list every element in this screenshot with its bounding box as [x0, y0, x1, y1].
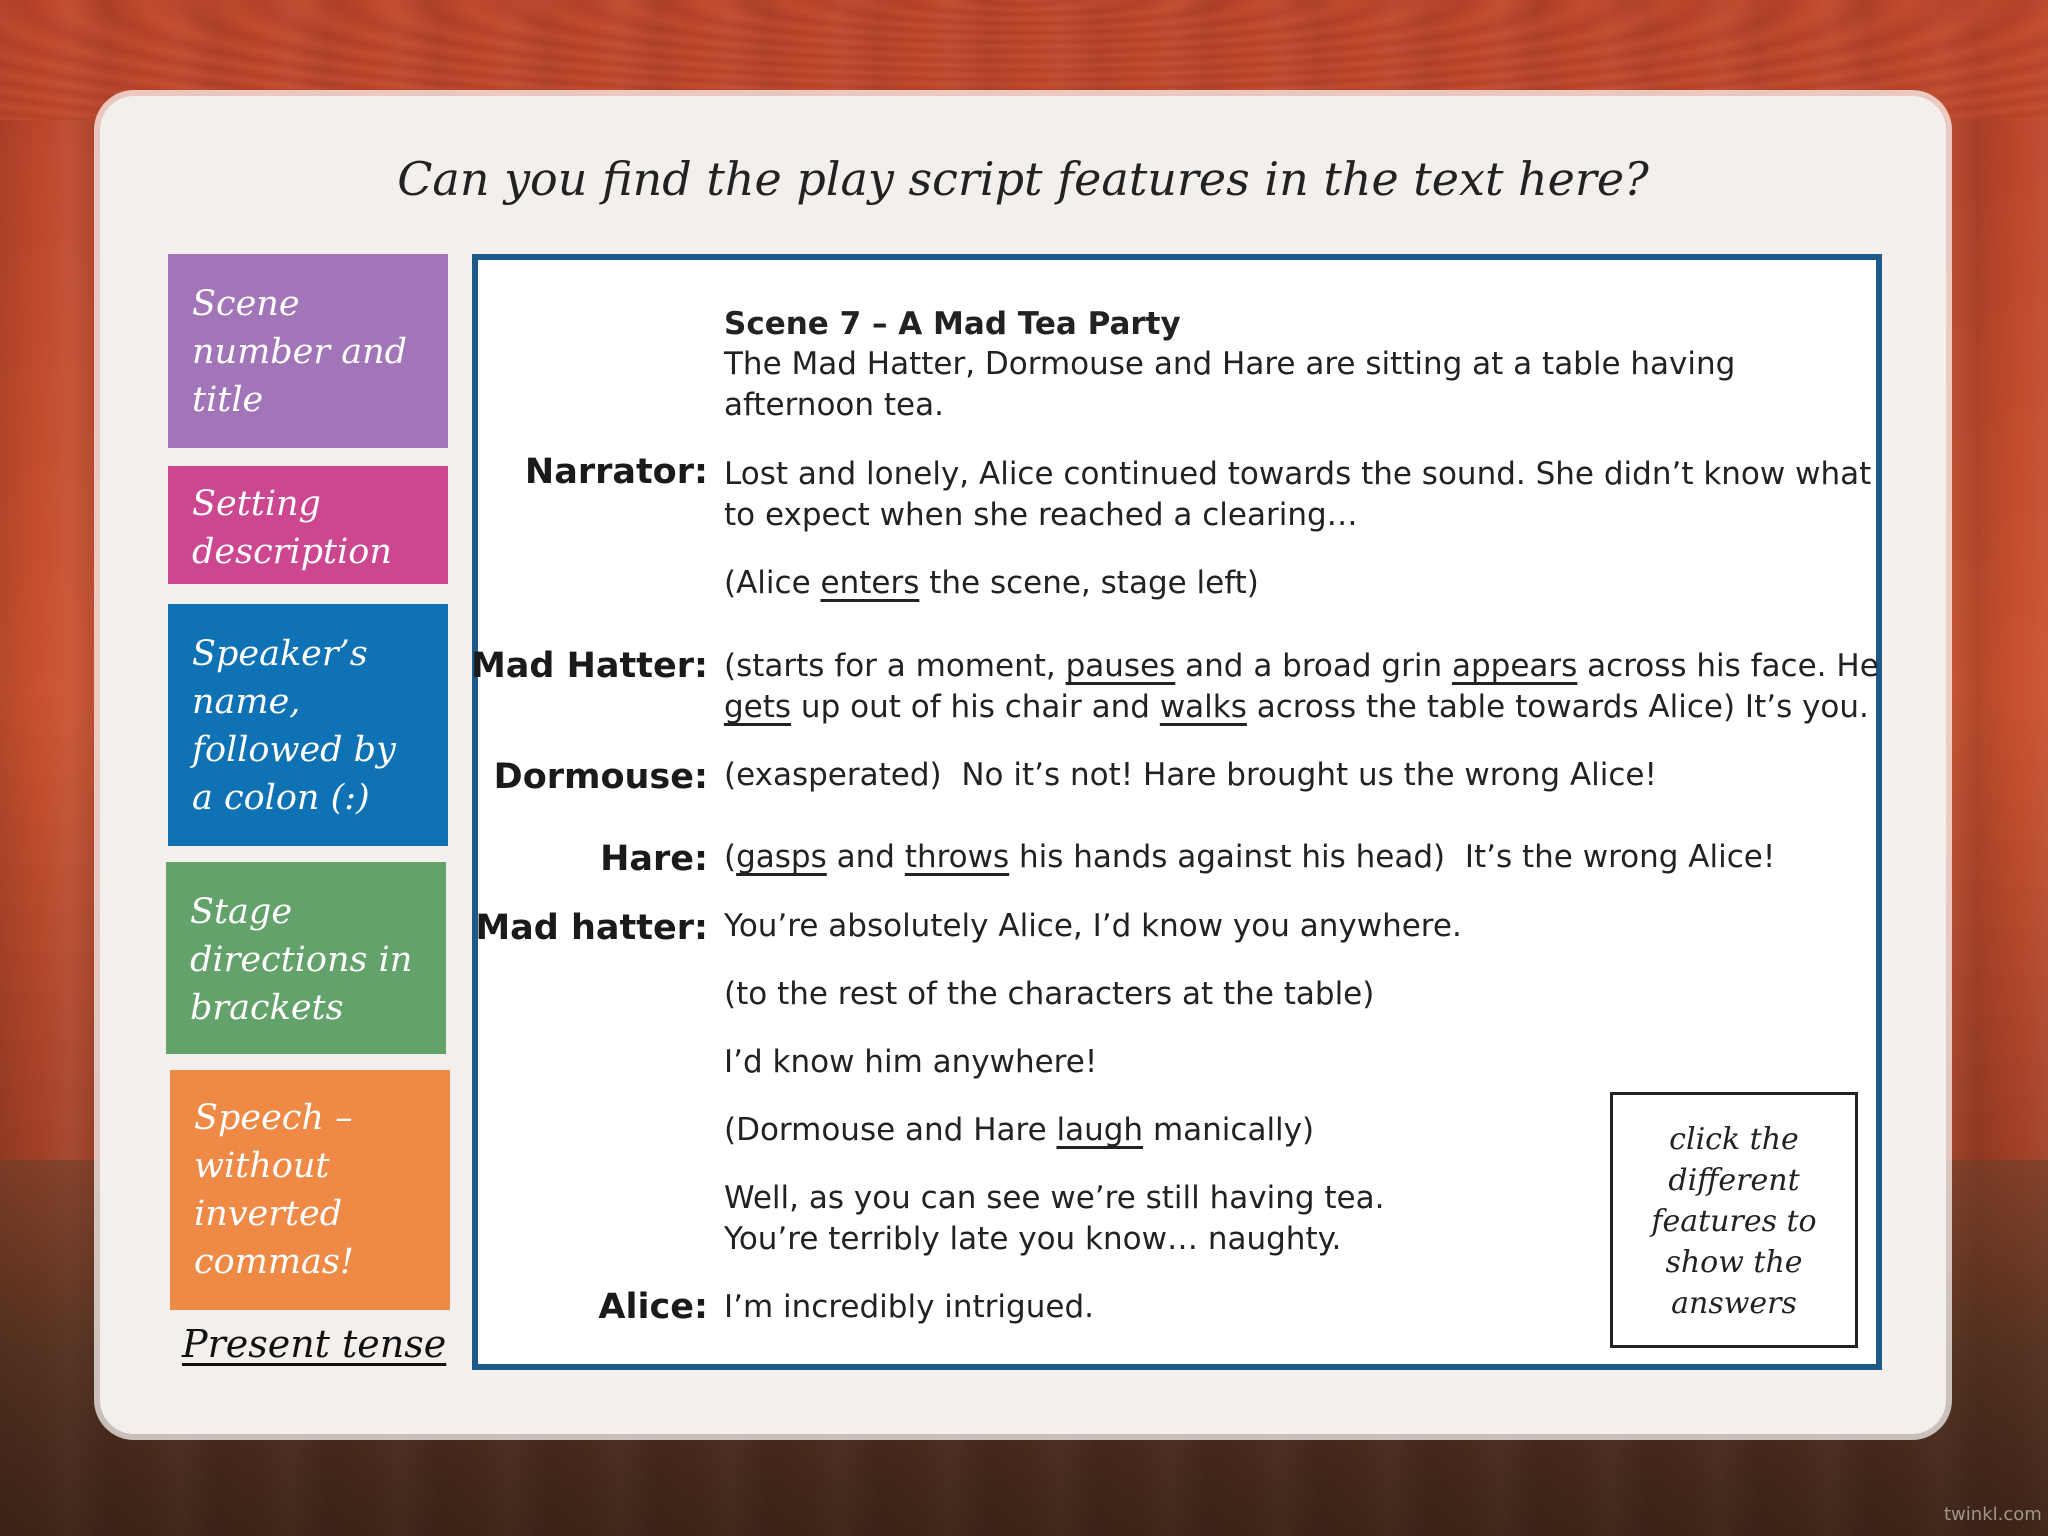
- feature-setting-button[interactable]: Setting description: [168, 466, 448, 584]
- hatter2-line-2: (to the rest of the characters at the table): [724, 976, 1375, 1012]
- text: the scene, stage left): [929, 565, 1259, 601]
- hatter2-line-4: [724, 1110, 1314, 1151]
- speech: No it’s not! Hare brought us the wrong Alice!: [961, 757, 1657, 793]
- text: across the table towards Alice) It’s you.: [1256, 689, 1869, 725]
- hatter2-line-5: Well, as you can see we’re still having tea.: [724, 1180, 1385, 1216]
- present-tense-verb: appears: [1451, 648, 1578, 684]
- present-tense-verb: gasps: [736, 839, 827, 875]
- scene-title: Scene 7 – A Mad Tea Party: [724, 306, 1181, 342]
- present-tense-verb: walks: [1159, 689, 1247, 725]
- text: across his face. He: [1587, 648, 1879, 684]
- text: (Dormouse and Hare: [724, 1112, 1047, 1148]
- feature-speaker-button[interactable]: Speaker’s name, followed by a colon (:): [168, 604, 448, 846]
- hatter-line-2: [724, 687, 1869, 728]
- feature-speech-button[interactable]: Speech – without inverted commas!: [170, 1070, 450, 1310]
- speaker-alice: Alice:: [598, 1287, 708, 1327]
- present-tense-verb: throws: [904, 839, 1010, 875]
- text: and a broad grin: [1185, 648, 1443, 684]
- page-title: Can you find the play script features in the text here?: [397, 152, 1649, 206]
- narrator-line-2: to expect when she reached a clearing…: [724, 497, 1358, 533]
- hatter-line-1: [724, 646, 1879, 687]
- feature-scene-button[interactable]: Scene number and title: [168, 254, 448, 448]
- hatter2-line-3: I’d know him anywhere!: [724, 1044, 1098, 1080]
- present-tense-verb: enters: [820, 565, 920, 601]
- speaker-narrator: Narrator:: [524, 452, 708, 492]
- setting-line-1: The Mad Hatter, Dormouse and Hare are sitting at a table having: [724, 346, 1736, 382]
- narrator-line-1: Lost and lonely, Alice continued towards the sound. She didn’t know what: [724, 456, 1872, 492]
- text: and: [836, 839, 895, 875]
- hatter2-line-6: You’re terribly late you know… naughty.: [724, 1221, 1342, 1257]
- speaker-mad-hatter-2: Mad hatter:: [475, 908, 708, 948]
- alice-line: I’m incredibly intrigued.: [724, 1289, 1094, 1325]
- text: his hands against his head): [1019, 839, 1446, 875]
- text: (starts for a moment,: [724, 648, 1056, 684]
- text: manically): [1152, 1112, 1315, 1148]
- stage-direction-enter: [724, 563, 1259, 604]
- stage-direction: (exasperated): [724, 757, 942, 793]
- speaker-dormouse: Dormouse:: [493, 757, 708, 797]
- hint-box: click the different features to show the answers: [1610, 1092, 1858, 1348]
- speaker-hare: Hare:: [600, 839, 708, 879]
- present-tense-verb: laugh: [1056, 1112, 1144, 1148]
- setting-line-2: afternoon tea.: [724, 387, 944, 423]
- hatter2-line-1: You’re absolutely Alice, I’d know you anywhere.: [724, 908, 1462, 944]
- text: up out of his chair and: [800, 689, 1150, 725]
- text: (: [724, 839, 737, 875]
- present-tense-verb: gets: [724, 689, 792, 725]
- speaker-mad-hatter: Mad Hatter:: [470, 646, 708, 686]
- dormouse-line: [724, 755, 1657, 796]
- speech: It’s the wrong Alice!: [1464, 839, 1776, 875]
- hare-line: [724, 837, 1775, 878]
- brand-watermark: twinkl.com: [1944, 1504, 2042, 1525]
- present-tense-verb: pauses: [1065, 648, 1176, 684]
- text: (Alice: [724, 565, 811, 601]
- feature-present-tense-link[interactable]: Present tense: [182, 1322, 447, 1366]
- feature-stage-directions-button[interactable]: Stage directions in brackets: [166, 862, 446, 1054]
